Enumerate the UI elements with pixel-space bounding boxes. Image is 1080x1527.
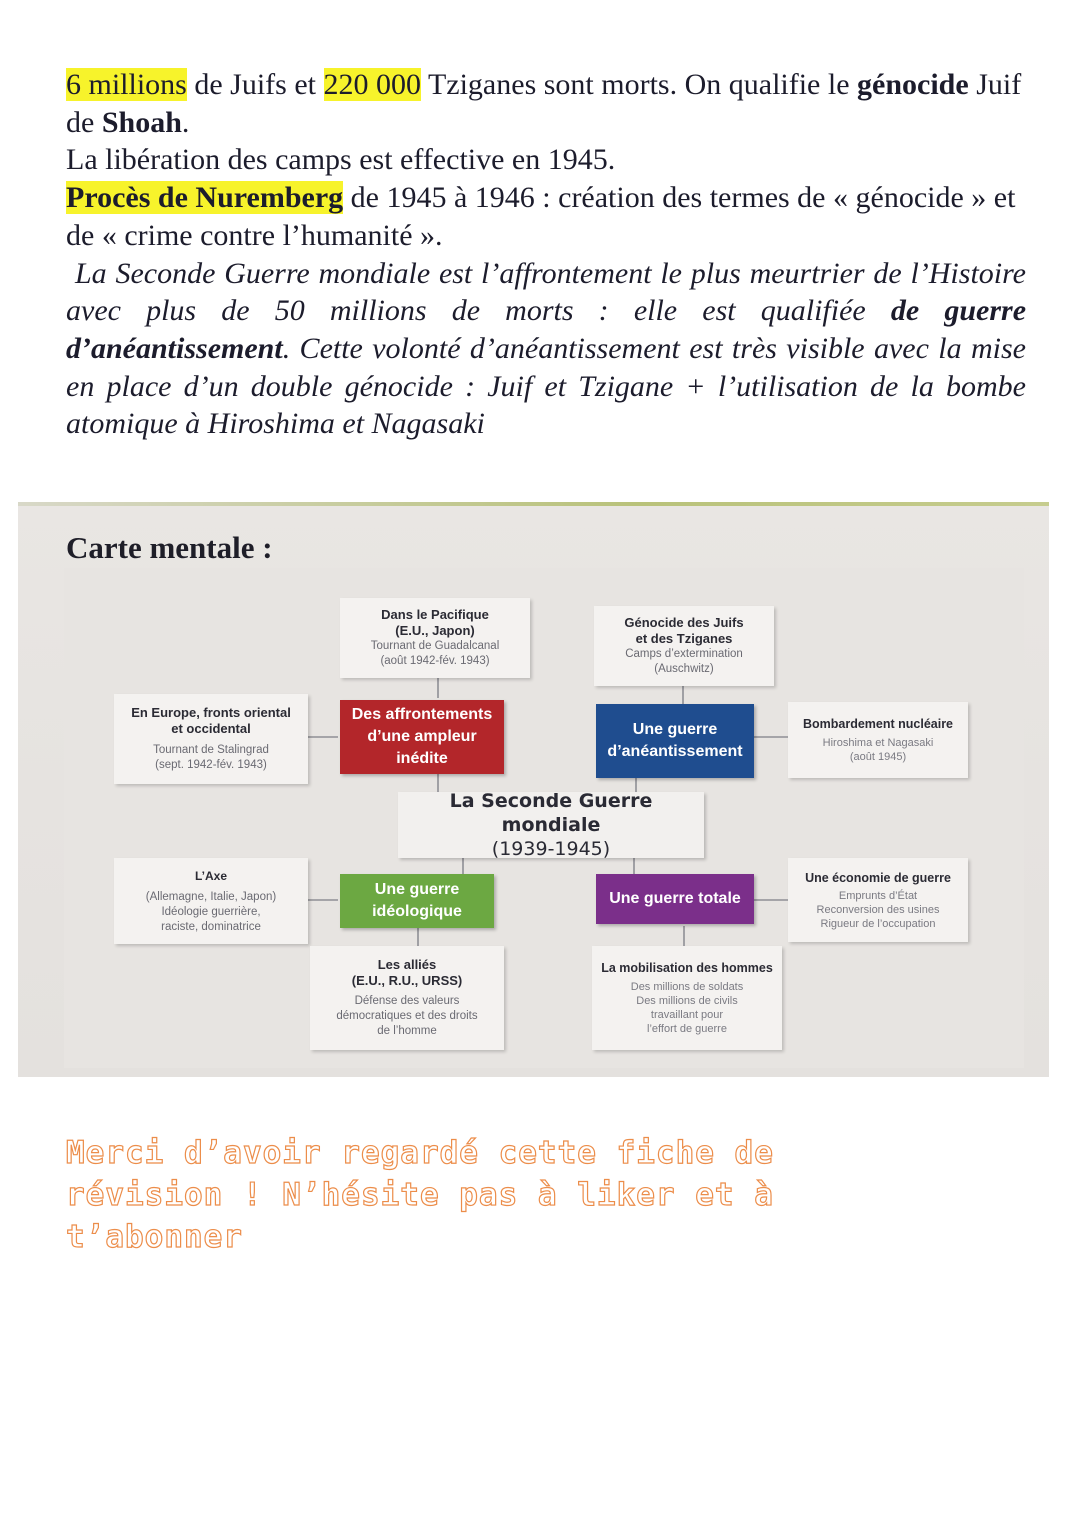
- paragraph-nuremberg: [66, 179, 1026, 254]
- highlight-millions: 6 millions: [66, 68, 187, 101]
- node-axe: [114, 858, 308, 944]
- term-guerre-aneantissement: de guerre d’anéantissement: [66, 294, 1027, 365]
- node-totale-line: Une guerre totale: [609, 890, 741, 907]
- text-fragment: de 1945 à 1946 : création des termes de « génocide » et de « crime contre l’humanité ».: [66, 181, 1016, 252]
- paragraph-victims: [66, 66, 1026, 141]
- node-allies-sub-2: démocratiques et des droits: [336, 1010, 478, 1022]
- node-aneantissement-line: Une guerre: [632, 721, 718, 738]
- node-bombardement: [788, 702, 968, 778]
- node-mobilisation-sub-3: travaillant pour: [650, 1009, 724, 1021]
- paragraph-liberation: La libération des camps est effective en 1945.: [66, 143, 616, 177]
- node-pacifique-sub-2: (août 1942-fév. 1943): [380, 655, 490, 667]
- node-aneantissement-line-2: d’anéantissement: [607, 743, 743, 760]
- highlight-proces-nuremberg: Procès de Nuremberg: [66, 181, 344, 215]
- node-mobilisation-sub: Des millions de soldats: [630, 981, 744, 993]
- node-affrontements-line-3: inédite: [396, 750, 448, 767]
- node-mobilisation-sub-4: l’effort de guerre: [647, 1023, 727, 1035]
- node-pacifique-title: Dans le Pacifique: [381, 607, 489, 622]
- term-genocide: génocide: [857, 68, 969, 101]
- node-economie-title: Une économie de guerre: [805, 870, 951, 885]
- node-mobilisation-sub-2: Des millions de civils: [636, 995, 738, 1007]
- node-ideologique: [340, 874, 494, 928]
- node-axe-sub-3: raciste, dominatrice: [161, 920, 261, 933]
- node-europe-title: En Europe, fronts oriental: [131, 705, 291, 720]
- node-allies-sub: Défense des valeurs: [354, 995, 460, 1007]
- node-genocide-sub: Camps d’extermination: [625, 648, 743, 660]
- node-axe-title: L’Axe: [194, 868, 227, 883]
- node-allies-title-2: (E.U., R.U., URSS): [351, 973, 463, 988]
- node-affrontements-line-2: d’une ampleur: [367, 728, 477, 745]
- text-fragment: . Cette volonté d’anéantissement est très visible avec la mise en place d’un double génocide : Juif et Tzigane + l’utilisation de la bombe atomique à Hiroshima et Nagasaki: [66, 331, 1026, 441]
- node-genocide-title-2: et des Tziganes: [635, 631, 733, 646]
- node-center: [398, 792, 704, 858]
- node-genocide-sub-2: (Auschwitz): [654, 663, 714, 675]
- node-ideologique-line-2: idéologique: [372, 903, 462, 920]
- node-allies-title: Les alliés: [377, 957, 437, 972]
- node-economie-sub-3: Rigueur de l’occupation: [820, 917, 936, 930]
- node-ideologique-line: Une guerre: [374, 881, 460, 898]
- node-genocide-title: Génocide des Juifs: [624, 615, 744, 630]
- node-axe-sub: (Allemagne, Italie, Japon): [145, 890, 277, 903]
- node-center-title: La Seconde Guerre mondiale: [449, 790, 653, 836]
- highlight-tziganes-count: 220 000: [323, 68, 421, 101]
- node-pacifique-title-2: (E.U., Japon): [395, 623, 475, 638]
- node-mobilisation: [592, 946, 782, 1050]
- node-economie: [788, 858, 968, 942]
- closing-message: Merci d’avoir regardé cette fiche de révision ! N’hésite pas à liker et à t’abonner: [66, 1135, 774, 1255]
- text-fragment: La Seconde Guerre mondiale est l’affrontement le plus meurtrier de l’Histoire avec plus de 50 millions de morts : elle est qualifiée: [66, 256, 1026, 328]
- node-axe-sub-2: Idéologie guerrière,: [161, 905, 261, 918]
- node-europe-sub-2: (sept. 1942-fév. 1943): [155, 759, 267, 771]
- mind-map-photo: [18, 502, 1049, 1077]
- node-economie-sub: Emprunts d’État: [838, 889, 918, 902]
- node-center-dates: (1939-1945): [491, 838, 611, 860]
- node-pacifique-sub: Tournant de Guadalcanal: [370, 640, 500, 652]
- node-bombardement-title: Bombardement nucléaire: [802, 717, 954, 731]
- node-allies-sub-3: de l’homme: [377, 1025, 437, 1037]
- text-fragment: Tziganes sont morts. On qualifie le: [421, 68, 858, 101]
- node-economie-sub-2: Reconversion des usines: [816, 903, 940, 916]
- term-shoah: Shoah: [101, 105, 182, 139]
- node-bombardement-sub: Hiroshima et Nagasaki: [822, 737, 934, 749]
- node-genocide: [594, 606, 774, 686]
- node-europe-title-2: et occidental: [171, 721, 251, 736]
- mind-map-title: Carte mentale :: [66, 530, 273, 565]
- node-aneantissement: [596, 704, 754, 778]
- node-europe: [114, 694, 308, 784]
- paragraph-conclusion: [66, 255, 1026, 444]
- node-affrontements-line: Des affrontements: [351, 706, 493, 723]
- text-fragment: de Juifs et: [186, 68, 324, 101]
- node-europe-sub: Tournant de Stalingrad: [153, 744, 269, 756]
- node-totale: [596, 874, 754, 924]
- text-fragment: Juif de: [66, 68, 1022, 139]
- node-allies: [310, 946, 504, 1050]
- node-bombardement-sub-2: (août 1945): [849, 751, 907, 763]
- node-affrontements: [340, 700, 504, 774]
- node-mobilisation-title: La mobilisation des hommes: [601, 961, 773, 975]
- node-pacifique: [340, 598, 530, 678]
- revision-text: [66, 66, 1026, 443]
- text-fragment: .: [181, 105, 190, 139]
